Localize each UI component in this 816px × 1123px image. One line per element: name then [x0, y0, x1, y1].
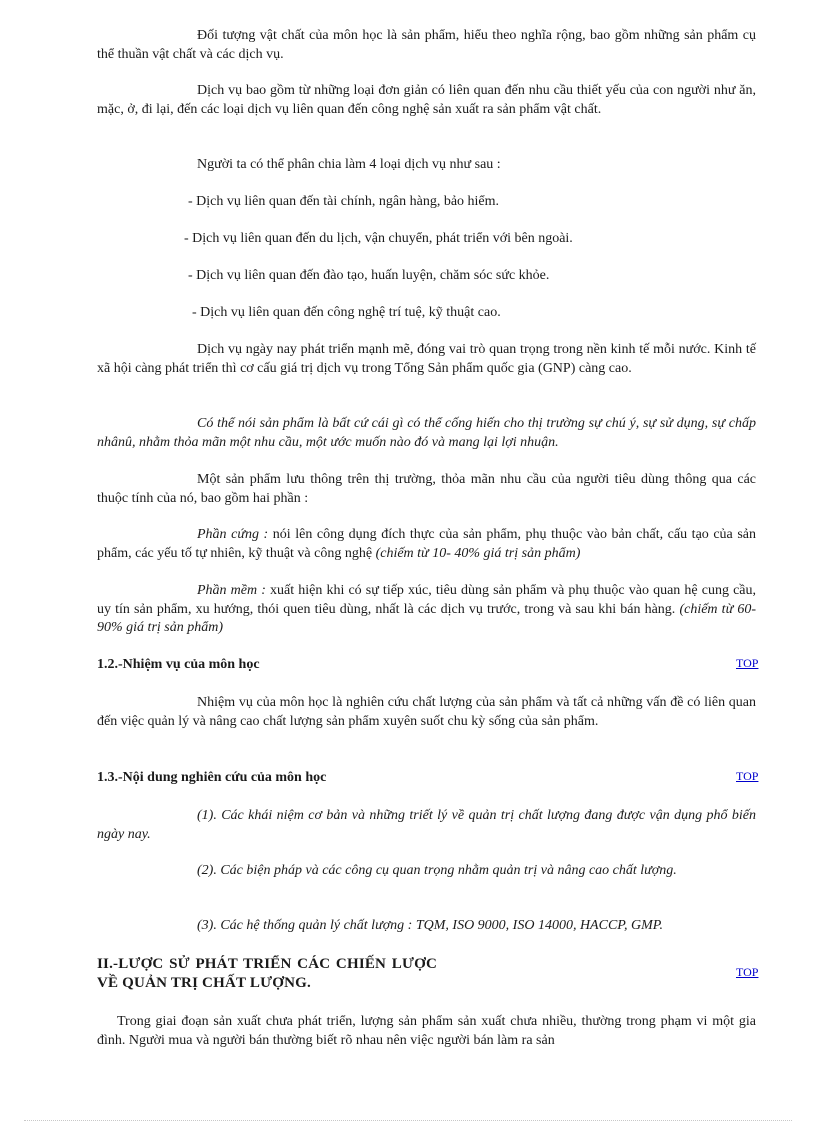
service-item-training: - Dịch vụ liên quan đến đào tạo, huấn luyện, chăm sóc sức khỏe.: [188, 268, 550, 283]
hardware-label: Phần cứng :: [197, 527, 269, 542]
content-item-1: (1). Các khái niệm cơ bản và những triết lý về quản trị chất lượng đang được vận dụng phổ biến ngày nay.: [97, 808, 756, 842]
content-item-3: (3). Các hệ thống quản lý chất lượng : TQM, ISO 9000, ISO 14000, HACCP, GMP.: [197, 918, 664, 933]
paragraph-history: Trong giai đoạn sản xuất chưa phát triển, lượng sản phẩm sản xuất chưa nhiều, thường trong phạm vi một gia đình. Người mua và người bán thường biết rõ nhau nên việc người bán làm ra sản: [97, 1014, 756, 1048]
hardware-note: (chiếm từ 10- 40% giá trị sản phẩm): [375, 545, 581, 561]
top-link[interactable]: TOP: [736, 965, 759, 979]
paragraph-hardware: [97, 526, 756, 563]
paragraph-object: Đối tượng vật chất của môn học là sản phẩm, hiểu theo nghĩa rộng, bao gồm những sản phẩm cụ thể thuần vật chất và các dịch vụ.: [97, 28, 756, 62]
page-bottom-divider: [24, 1120, 792, 1121]
service-item-tourism: - Dịch vụ liên quan đến du lịch, vận chuyển, phát triển với bên ngoài.: [184, 231, 573, 246]
paragraph-services: Dịch vụ bao gồm từ những loại đơn giản có liên quan đến nhu cầu thiết yếu của con người như ăn, mặc, ở, đi lại, đến các loại dịch vụ liên quan đến công nghệ sản xuất ra sản phẩm vật chất.: [97, 83, 756, 117]
heading-1-2: 1.2.-Nhiệm vụ của môn học: [97, 657, 260, 672]
software-note: (chiếm từ 60-90% giá trị sản phẩm): [97, 601, 756, 635]
service-item-technology: - Dịch vụ liên quan đến công nghệ trí tuệ, kỹ thuật cao.: [192, 305, 501, 320]
hardware-text: nói lên công dụng đích thực của sản phẩm, phụ thuộc vào bản chất, cấu tạo của sản phẩm, các yếu tố tự nhiên, kỹ thuật và công nghệ: [97, 527, 756, 561]
heading-1-3: 1.3.-Nội dung nghiên cứu của môn học: [97, 770, 327, 785]
paragraph-software: [97, 582, 756, 638]
top-link[interactable]: TOP: [736, 769, 759, 783]
heading-section-2: II.-LƯỢC SỬ PHÁT TRIỂN CÁC CHIẾN LƯỢC VỀ QUẢN TRỊ CHẤT LƯỢNG.: [97, 956, 437, 991]
top-link[interactable]: TOP: [736, 656, 759, 670]
paragraph-product-parts: Một sản phẩm lưu thông trên thị trường, thỏa mãn nhu cầu của người tiêu dùng thông qua các thuộc tính của nó, bao gồm hai phần :: [97, 472, 756, 506]
software-label: Phần mềm :: [197, 583, 266, 598]
paragraph-service-types-intro: Người ta có thể phân chia làm 4 loại dịch vụ như sau :: [197, 157, 501, 172]
paragraph-mission: Nhiệm vụ của môn học là nghiên cứu chất lượng của sản phẩm và tất cả những vấn đề có liên quan đến việc quản lý và nâng cao chất lượng sản phẩm xuyên suốt chu kỳ sống của sản phẩm.: [97, 695, 756, 729]
content-item-2: (2). Các biện pháp và các công cụ quan trọng nhằm quản trị và nâng cao chất lượng.: [197, 863, 677, 878]
paragraph-services-growth: Dịch vụ ngày nay phát triển mạnh mẽ, đóng vai trò quan trọng trong nền kinh tế mỗi nước. Kinh tế xã hội càng phát triển thì cơ cấu giá trị dịch vụ trong Tổng Sản phẩm quốc gia (GNP) càng cao.: [97, 342, 756, 376]
service-item-finance: - Dịch vụ liên quan đến tài chính, ngân hàng, bảo hiểm.: [188, 194, 500, 209]
software-text: xuất hiện khi có sự tiếp xúc, tiêu dùng sản phẩm và phụ thuộc vào quan hệ cung cầu, uy tín sản phẩm, xu hướng, thói quen tiêu dùng, nhất là các dịch vụ trước, trong và sau khi bán hàng.: [97, 583, 756, 617]
paragraph-product-definition: Có thể nói sản phẩm là bất cứ cái gì có thể cống hiến cho thị trường sự chú ý, sự sử dụng, sự chấp nhânû, nhằm thỏa mãn một nhu cầu, một ước muốn nào đó và mang lại lợi nhuận.: [97, 416, 756, 450]
